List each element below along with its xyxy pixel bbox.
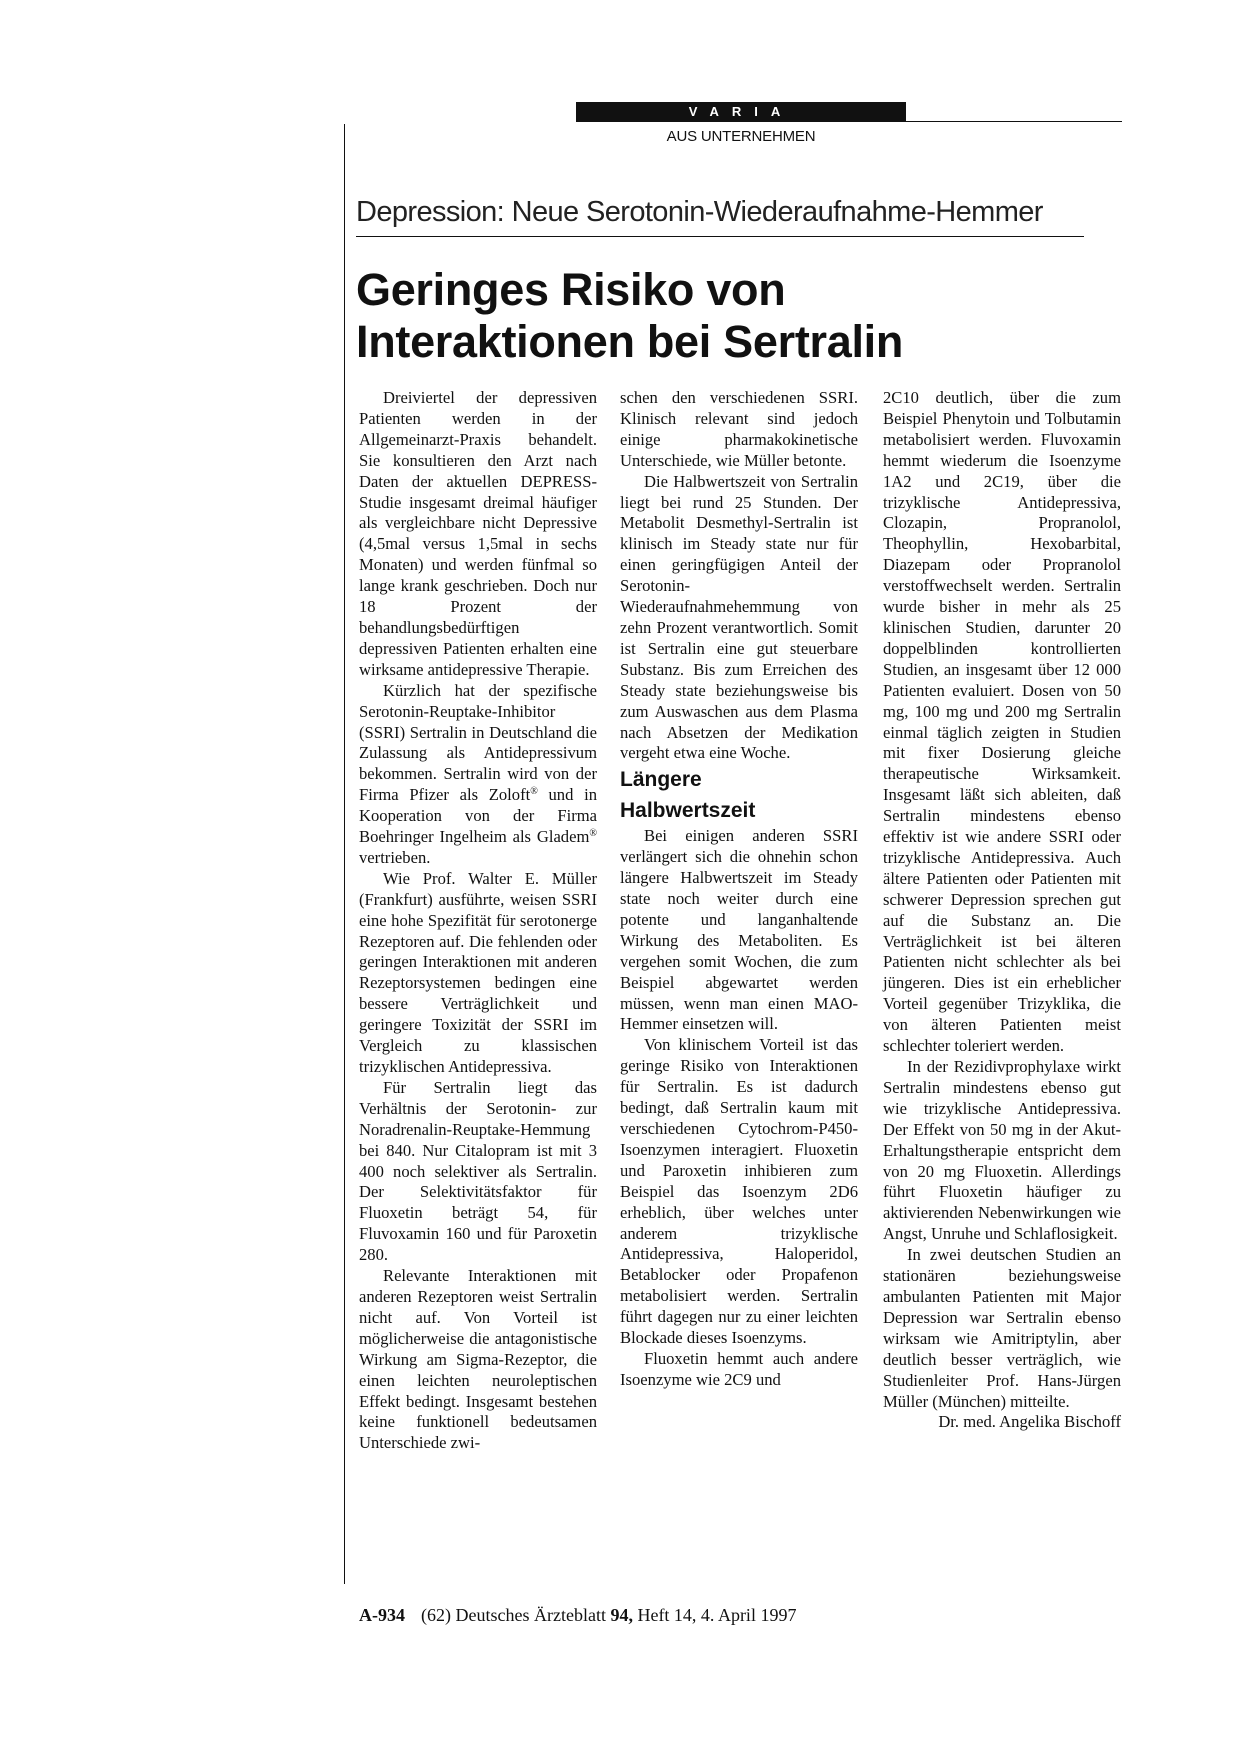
text-column-1: [359, 388, 597, 1454]
paragraph: In zwei deutschen Studien an stationären beziehungsweise ambulanten Patienten mit Major Depression war Sertralin ebenso wirksam wie Amitriptylin, aber deutlich besser verträglich, wie Studienleiter Prof. Hans-Jürgen Müller (München) mitteilte.: [883, 1245, 1121, 1411]
paragraph: In der Rezidivprophylaxe wirkt Sertralin mindestens ebenso gut wie trizyklische Antidepressiva. Der Effekt von 50 mg in der Akut-Erhaltungstherapie entspricht dem von 20 mg Fluoxetin. Allerdings führt Fluoxetin häufiger zu aktivierenden Nebenwirkungen wie Angst, Unruhe und Schlaflosigkeit.: [883, 1057, 1121, 1244]
text-run: und in Kooperation von der Firma Boehringer Ingelheim als Gladem: [359, 785, 597, 847]
subheading-line-1: Längere: [620, 768, 702, 792]
header-rule: [906, 121, 1122, 122]
issue-date: Heft 14, 4. April 1997: [637, 1605, 797, 1625]
paragraph: Von klinischem Vorteil ist das geringe Risiko von Interaktionen für Sertralin. Es ist dadurch bedingt, daß Sertralin kaum mit verschiedenen Cytochrom-P450-Isoenzymen interagiert. Fluoxetin und Paroxetin inhibieren zum Beispiel das Isoenzym 2D6 erheblich, über welches unter anderem trizyklische Antidepressiva, Haloperidol, Betablocker oder Propafenon metabolisiert werden. Sertralin führt dagegen nur zu einer leichten Blockade dieses Isoenzyms.: [620, 1035, 858, 1348]
headline-line-1: Geringes Risiko von: [356, 264, 786, 315]
text-run: Kürzlich hat der spezifische Serotonin-Reuptake-Inhibitor (SSRI) Sertralin in Deutschland die Zulassung als Antidepressivum bekommen. Sertralin wird von der Firma Pfizer als Zoloft: [359, 680, 597, 805]
headline-line-2: Interaktionen bei Sertralin: [356, 316, 904, 367]
registered-mark: ®: [589, 828, 597, 840]
paragraph: schen den verschiedenen SSRI. Klinisch relevant sind jedoch einige pharmakokinetische Unterschiede, wie Müller betonte.: [620, 388, 858, 470]
journal-name: Deutsches Ärzteblatt: [455, 1605, 606, 1625]
paragraph: Bei einigen anderen SSRI verlängert sich die ohnehin schon längere Halbwertszeit im Steady state noch weiter durch eine potente und langanhaltende Wirkung des Metaboliten. Es vergehen somit Wochen, die zum Beispiel abgewartet werden müssen, wenn man einen MAO-Hemmer einsetzen will.: [620, 826, 858, 1034]
paragraph: Die Halbwertszeit von Sertralin liegt bei rund 25 Stunden. Der Metabolit Desmethyl-Sertralin ist klinisch im Steady state nur für einen geringfügigen Anteil der Serotonin-Wiederaufnahmehemmung von zehn Prozent verantwortlich. Somit ist Sertralin eine gut steuerbare Substanz. Bis zum Erreichen des Steady state beziehungsweise bis zum Auswaschen aus dem Plasma nach Absetzen der Medikation vergeht etwa eine Woche.: [620, 471, 858, 763]
article-kicker: Depression: Neue Serotonin-Wiederaufnahme-Hemmer: [356, 196, 1043, 228]
page-number: A-934: [359, 1605, 405, 1625]
article-headline: [356, 264, 1116, 368]
paragraph: Fluoxetin hemmt auch andere Isoenzyme wie 2C9 und: [620, 1348, 858, 1389]
local-page-number: (62): [421, 1605, 451, 1625]
text-column-3: [883, 388, 1121, 1433]
paragraph: Relevante Interaktionen mit anderen Rezeptoren weist Sertralin nicht auf. Von Vorteil ist möglicherweise die antagonistische Wirkung am Sigma-Rezeptor, die einen leichten neuroleptischen Effekt bedingt. Insgesamt bestehen keine funktionell bedeutsamen Unterschiede zwi-: [359, 1266, 597, 1453]
page-footer: [359, 1605, 796, 1626]
paragraph: [359, 681, 597, 869]
section-bar: VARIA: [576, 102, 906, 122]
kicker-underline: [356, 236, 1084, 237]
registered-mark: ®: [530, 786, 538, 798]
text-run: vertrieben.: [359, 847, 431, 867]
paragraph: Wie Prof. Walter E. Müller (Frankfurt) ausführte, weisen SSRI eine hohe Spezifität für serotonerge Rezeptoren auf. Die fehlenden oder geringen Interaktionen mit anderen Rezeptorsystemen bedingen eine bessere Verträglichkeit und geringere Toxizität der SSRI im Vergleich zu klassischen trizyklischen Antidepressiva.: [359, 868, 597, 1076]
author-signature: Dr. med. Angelika Bischoff: [938, 1412, 1121, 1432]
subheading-line-2: Halbwertszeit: [620, 799, 756, 823]
section-subheading: [620, 764, 858, 826]
paragraph: Dreiviertel der depressiven Patienten werden in der Allgemeinarzt-Praxis behandelt. Sie konsultieren den Arzt nach Daten der aktuellen DEPRESS-Studie insgesamt dreimal häufiger als vergleichbare nicht Depressive (4,5mal versus 1,5mal in sechs Monaten) und werden fünfmal so lange krank geschrieben. Doch nur 18 Prozent der behandlungsbedürftigen depressiven Patienten erhalten eine wirksame antidepressive Therapie.: [359, 388, 597, 679]
column-rule: [344, 124, 345, 1584]
subsection-label: AUS UNTERNEHMEN: [666, 128, 816, 145]
paragraph: 2C10 deutlich, über die zum Beispiel Phenytoin und Tolbutamin metabolisiert werden. Fluvoxamin hemmt wiederum die Isoenzyme 1A2 und 2C19, über die trizyklische Antidepressiva, Clozapin, Propranolol, Theophyllin, Hexobarbital, Diazepam oder Propranolol verstoffwechselt werden. Sertralin wurde bisher in mehr als 25 klinischen Studien, darunter 20 doppelblinden kontrollierten Studien, an insgesamt über 12 000 Patienten evaluiert. Dosen von 50 mg, 100 mg und 200 mg Sertralin einmal täglich zeigten in Studien mit fixer Dosierung gleiche therapeutische Wirksamkeit. Insgesamt läßt sich ableiten, daß Sertralin mindestens ebenso effektiv ist wie andere SSRI oder trizyklische Antidepressiva. Auch ältere Patienten oder Patienten mit schwerer Depression sprechen gut auf die Substanz an. Die Verträglichkeit ist bei älteren Patienten nicht schlechter als bei jüngeren. Dies ist ein erheblicher Vorteil gegenüber Trizyklika, die von älteren Patienten meist schlechter toleriert werden.: [883, 388, 1121, 1056]
text-column-2: [620, 388, 858, 1391]
journal-volume: 94,: [610, 1605, 633, 1625]
paragraph: Für Sertralin liegt das Verhältnis der Serotonin- zur Noradrenalin-Reuptake-Hemmung bei 840. Nur Citalopram ist mit 3 400 noch selektiver als Sertralin. Der Selektivitätsfaktor für Fluoxetin beträgt 54, für Fluvoxamin 160 und für Paroxetin 280.: [359, 1077, 597, 1265]
